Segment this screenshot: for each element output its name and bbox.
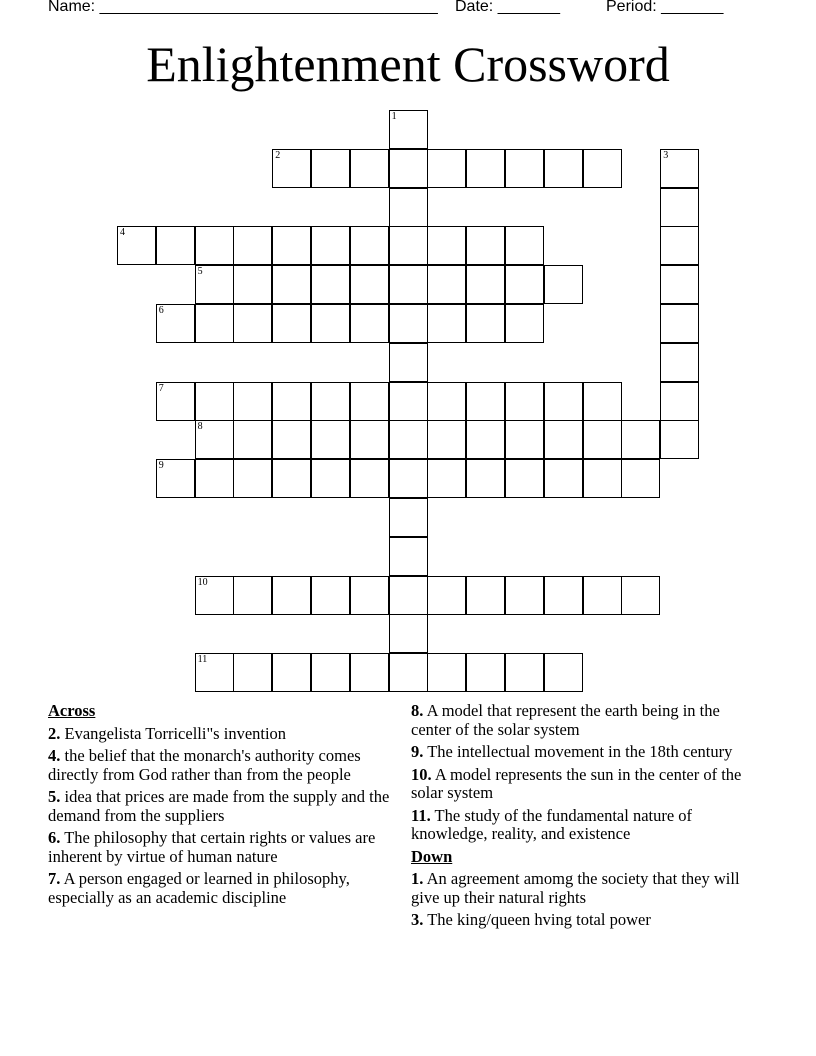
clue-across-10: 10. A model represents the sun in the center of the solar system (411, 764, 742, 802)
crossword-cell[interactable] (389, 265, 428, 304)
crossword-cell[interactable] (660, 188, 699, 227)
name-field[interactable]: Name: ______________________________________ (48, 0, 438, 15)
clue-across-2: 2. Evangelista Torricelli"s invention (48, 723, 287, 743)
crossword-cell[interactable] (427, 226, 466, 265)
crossword-cell[interactable] (505, 226, 544, 265)
crossword-cell[interactable] (233, 265, 272, 304)
crossword-cell[interactable] (505, 304, 544, 343)
crossword-cell[interactable] (233, 576, 272, 615)
cell-number: 8 (197, 421, 203, 433)
crossword-cell[interactable] (311, 304, 350, 343)
crossword-cell[interactable] (233, 226, 272, 265)
date-field[interactable]: Date: _______ (455, 0, 560, 15)
crossword-cell[interactable] (389, 149, 428, 188)
crossword-cell[interactable] (621, 576, 660, 615)
crossword-cell[interactable] (389, 304, 428, 343)
down-heading: Down (411, 846, 453, 866)
crossword-cell[interactable] (311, 420, 350, 459)
crossword-cell[interactable] (311, 576, 350, 615)
crossword-cell[interactable] (660, 226, 699, 265)
crossword-cell[interactable] (350, 576, 389, 615)
crossword-cell[interactable] (350, 382, 389, 421)
crossword-cell[interactable] (389, 382, 428, 421)
crossword-cell[interactable] (389, 537, 428, 576)
crossword-cell[interactable] (466, 459, 505, 498)
crossword-cell[interactable] (466, 149, 505, 188)
crossword-cell[interactable] (389, 614, 428, 653)
crossword-cell[interactable] (466, 304, 505, 343)
crossword-cell[interactable] (195, 576, 234, 615)
crossword-cell[interactable] (272, 459, 311, 498)
crossword-cell[interactable] (272, 226, 311, 265)
crossword-cell[interactable] (505, 265, 544, 304)
crossword-cell[interactable] (427, 459, 466, 498)
crossword-cell[interactable] (583, 459, 622, 498)
crossword-cell[interactable] (427, 653, 466, 692)
crossword-cell[interactable] (544, 382, 583, 421)
crossword-cell[interactable] (272, 576, 311, 615)
crossword-cell[interactable] (427, 382, 466, 421)
crossword-cell[interactable] (427, 420, 466, 459)
crossword-cell[interactable] (350, 265, 389, 304)
crossword-cell[interactable] (350, 459, 389, 498)
crossword-cell[interactable] (621, 459, 660, 498)
crossword-cell[interactable] (272, 304, 311, 343)
clue-across-4: 4. the belief that the monarch's authority comes directly from God rather than from the people (48, 746, 361, 784)
crossword-cell[interactable] (660, 343, 699, 382)
crossword-cell[interactable] (156, 304, 195, 343)
across-heading: Across (48, 701, 96, 720)
crossword-cell[interactable] (389, 420, 428, 459)
crossword-cell[interactable] (660, 382, 699, 421)
crossword-cell[interactable] (427, 304, 466, 343)
cell-number: 10 (197, 576, 208, 588)
period-field[interactable]: Period: _______ (606, 0, 724, 15)
crossword-cell[interactable] (505, 653, 544, 692)
clue-across-11: 11. The study of the fundamental nature of knowledge, reality, and existence (411, 805, 693, 843)
crossword-cell[interactable] (195, 226, 234, 265)
crossword-cell[interactable] (660, 304, 699, 343)
crossword-cell[interactable] (272, 265, 311, 304)
crossword-cell[interactable] (311, 653, 350, 692)
crossword-cell[interactable] (583, 420, 622, 459)
crossword-cell[interactable] (660, 149, 699, 188)
crossword-cell[interactable] (544, 653, 583, 692)
cell-number: 6 (158, 305, 164, 316)
crossword-cell[interactable] (233, 420, 272, 459)
crossword-cell[interactable] (233, 653, 272, 692)
crossword-cell[interactable] (544, 576, 583, 615)
crossword-cell[interactable] (233, 459, 272, 498)
clues-column-left (48, 702, 400, 911)
crossword-cell[interactable] (505, 149, 544, 188)
crossword-cell[interactable] (195, 653, 234, 692)
crossword-cell[interactable] (466, 226, 505, 265)
crossword-cell[interactable] (505, 459, 544, 498)
crossword-cell[interactable] (466, 265, 505, 304)
crossword-cell[interactable] (195, 420, 234, 459)
cell-number: 7 (158, 382, 164, 394)
crossword-cell[interactable] (621, 420, 660, 459)
crossword-cell[interactable] (389, 188, 428, 227)
clue-across-7: 7. A person engaged or learned in philosophy, especially as an academic discipline (48, 869, 350, 907)
crossword-cell[interactable] (311, 382, 350, 421)
crossword-cell[interactable] (583, 149, 622, 188)
crossword-cell[interactable] (272, 149, 311, 188)
cell-number: 4 (120, 227, 125, 239)
crossword-cell[interactable] (311, 459, 350, 498)
cell-number: 11 (197, 654, 208, 666)
crossword-cell[interactable] (350, 149, 389, 188)
crossword-cell[interactable] (505, 382, 544, 421)
clue-across-9: 9. The intellectual movement in the 18th century (411, 742, 733, 761)
cell-number: 3 (663, 149, 669, 161)
crossword-cell[interactable] (117, 226, 156, 265)
crossword-cell[interactable] (195, 265, 234, 304)
crossword-cell[interactable] (233, 382, 272, 421)
crossword-cell[interactable] (311, 265, 350, 304)
crossword-cell[interactable] (427, 265, 466, 304)
crossword-cell[interactable] (233, 304, 272, 343)
crossword-cell[interactable] (544, 265, 583, 304)
student-info-header (48, 0, 768, 20)
crossword-cell[interactable] (427, 149, 466, 188)
crossword-cell[interactable] (660, 420, 699, 459)
clue-across-8: 8. A model that represent the earth being in the center of the solar system (411, 701, 720, 739)
crossword-cell[interactable] (660, 265, 699, 304)
crossword-cell[interactable] (544, 459, 583, 498)
crossword-cell[interactable] (466, 653, 505, 692)
crossword-cell[interactable] (466, 420, 505, 459)
crossword-cell[interactable] (389, 459, 428, 498)
crossword-cell[interactable] (350, 420, 389, 459)
crossword-cell[interactable] (350, 226, 389, 265)
crossword-cell[interactable] (466, 576, 505, 615)
crossword-cell[interactable] (389, 343, 428, 382)
crossword-cell[interactable] (350, 304, 389, 343)
clue-down-3: 3. The king/queen hving total power (411, 910, 651, 929)
crossword-cell[interactable] (311, 226, 350, 265)
crossword-cell[interactable] (583, 382, 622, 421)
crossword-cell[interactable] (156, 459, 195, 498)
clue-across-6: 6. The philosophy that certain rights or values are inherent by virtue of human nature (48, 828, 376, 866)
crossword-cell[interactable] (583, 576, 622, 615)
cell-number: 5 (197, 266, 203, 278)
crossword-cell[interactable] (505, 420, 544, 459)
cell-number: 1 (391, 111, 397, 122)
crossword-cell[interactable] (389, 226, 428, 265)
crossword-cell[interactable] (195, 459, 234, 498)
crossword-cell[interactable] (156, 382, 195, 421)
crossword-cell[interactable] (389, 110, 428, 149)
crossword-cell[interactable] (311, 149, 350, 188)
crossword-cell[interactable] (427, 576, 466, 615)
crossword-cell[interactable] (156, 226, 195, 265)
crossword-cell[interactable] (272, 420, 311, 459)
crossword-cell[interactable] (389, 653, 428, 692)
crossword-cell[interactable] (272, 653, 311, 692)
crossword-cell[interactable] (350, 653, 389, 692)
crossword-cell[interactable] (389, 498, 428, 537)
clues-column-right (411, 702, 763, 934)
crossword-cell[interactable] (466, 382, 505, 421)
crossword-cell[interactable] (195, 304, 234, 343)
cell-number: 9 (158, 460, 164, 472)
page-title: Enlightenment Crossword (146, 36, 670, 92)
crossword-cell[interactable] (544, 149, 583, 188)
clue-across-5: 5. idea that prices are made from the supply and the demand from the suppliers (48, 787, 390, 825)
crossword-cell[interactable] (272, 382, 311, 421)
crossword-cell[interactable] (544, 420, 583, 459)
crossword-cell[interactable] (505, 576, 544, 615)
clue-down-1: 1. An agreement amomg the society that they will give up their natural rights (411, 869, 740, 907)
crossword-cell[interactable] (389, 576, 428, 615)
cell-number: 2 (275, 149, 281, 161)
crossword-cell[interactable] (195, 382, 234, 421)
